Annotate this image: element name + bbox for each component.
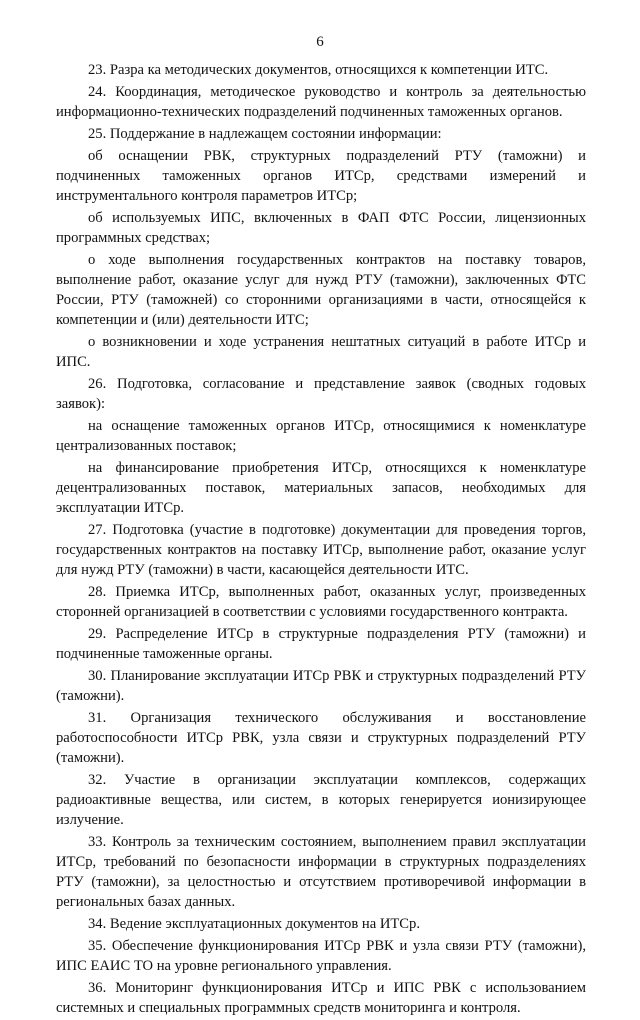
paragraph-33: 33. Контроль за техническим состоянием, выполнением правил эксплуатации ИТСр, требований по безопасности информации в структурных подразделениях РТУ (таможни), за целостностью и отсутствием противоречивой информации в региональных базах данных.	[56, 834, 586, 910]
paragraph-28: 28. Приемка ИТСр, выполненных работ, оказанных услуг, произведенных сторонней организацией в соответствии с условиями государственного контракта.	[56, 584, 586, 620]
document-body	[56, 60, 586, 1020]
paragraph-25-item-2: об используемых ИПС, включенных в ФАП ФТС России, лицензионных программных средствах;	[56, 210, 586, 246]
paragraph-23: 23. Разра ка методических документов, относящихся к компетенции ИТС.	[88, 62, 549, 78]
paragraph-31: 31. Организация технического обслуживания и восстановление работоспособности ИТСр РВК, узла связи и структурных подразделений РТУ (таможни).	[56, 710, 586, 766]
paragraph-30: 30. Планирование эксплуатации ИТСр РВК и структурных подразделений РТУ (таможни).	[56, 668, 586, 704]
paragraph-35: 35. Обеспечение функционирования ИТСр РВК и узла связи РТУ (таможни), ИПС ЕАИС ТО на уровне регионального управления.	[56, 938, 586, 974]
paragraph-25-item-3: о ходе выполнения государственных контрактов на поставку товаров, выполнение работ, оказание услуг для нужд РТУ (таможни), заключенных ФТС России, РТУ (таможней) со сторонними организациями в части, относящейся к компетенции и (или) деятельности ИТС;	[56, 252, 586, 328]
paragraph-29: 29. Распределение ИТСр в структурные подразделения РТУ (таможни) и подчиненные таможенные органы.	[56, 626, 586, 662]
paragraph-34: 34. Ведение эксплуатационных документов на ИТСр.	[88, 916, 420, 932]
page-number: 6	[316, 34, 324, 50]
paragraph-25-item-4: о возникновении и ходе устранения нештатных ситуаций в работе ИТСр и ИПС.	[56, 334, 586, 370]
paragraph-27: 27. Подготовка (участие в подготовке) документации для проведения торгов, государственных контрактов на поставку ИТСр, выполнение работ, оказание услуг для нужд РТУ (таможни) в части, касающейся деятельности ИТС.	[56, 522, 586, 578]
paragraph-36: 36. Мониторинг функционирования ИТСр и ИПС РВК с использованием системных и специальных программных средств мониторинга и контроля.	[56, 980, 586, 1016]
paragraph-26: 26. Подготовка, согласование и представление заявок (сводных годовых заявок):	[56, 376, 586, 412]
paragraph-24: 24. Координация, методическое руководство и контроль за деятельностью информационно-технических подразделений подчиненных таможенных органов.	[56, 84, 586, 120]
paragraph-26-item-1: на оснащение таможенных органов ИТСр, относящимися к номенклатуре централизованных поставок;	[56, 418, 586, 454]
paragraph-32: 32. Участие в организации эксплуатации комплексов, содержащих радиоактивные вещества, или систем, в которых генерируется ионизирующее излучение.	[56, 772, 586, 828]
paragraph-26-item-2: на финансирование приобретения ИТСр, относящихся к номенклатуре децентрализованных поставок, материальных запасов, необходимых для эксплуатации ИТСр.	[56, 460, 586, 516]
paragraph-25: 25. Поддержание в надлежащем состоянии информации:	[88, 126, 442, 142]
paragraph-25-item-1: об оснащении РВК, структурных подразделений РТУ (таможни) и подчиненных таможенных органов ИТСр, средствами измерений и инструментального контроля параметров ИТСр;	[56, 148, 586, 204]
